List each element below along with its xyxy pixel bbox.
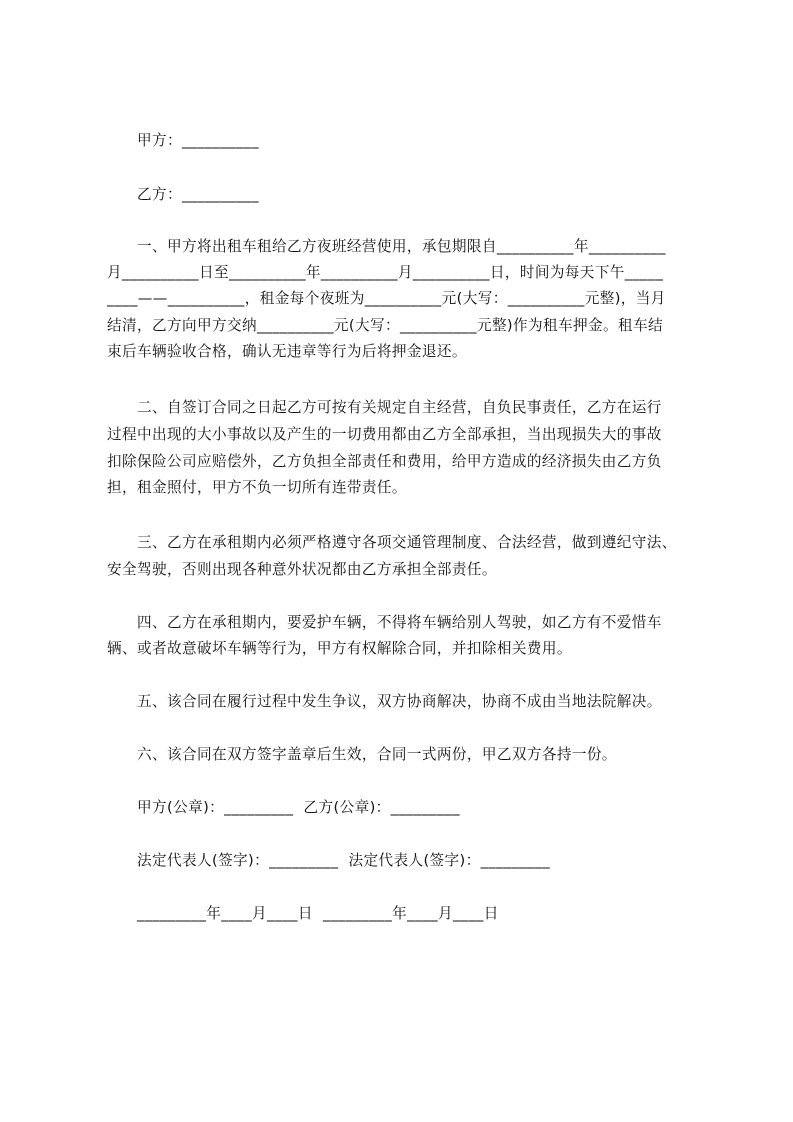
clause5-line: 五、该合同在履行过程中发生争议，双方协商解决，协商不成由当地法院解决。	[137, 693, 662, 710]
clause1-line4: 结清，乙方向甲方交纳__________元(大写：__________元整)作为租车押金。租车结	[107, 317, 663, 334]
clause3-line1: 三、乙方在承租期内必须严格遵守各项交通管理制度、合法经营，做到遵纪守法、	[137, 534, 677, 551]
clause4-line2: 辆、或者故意破坏车辆等行为，甲方有权解除合同，并扣除相关费用。	[107, 640, 572, 657]
clause1-line1: 一、甲方将出租车租给乙方夜班经营使用，承包期限自__________年__________	[137, 238, 666, 255]
clause2-line1: 二、自签订合同之日起乙方可按有关规定自主经营，自负民事责任，乙方在运行	[137, 399, 662, 416]
clause1-line2: 月__________日至__________年__________月__________日，时间为每天下午_____	[107, 264, 664, 281]
clause4-line1: 四、乙方在承租期内，要爱护车辆，不得将车辆给别人驾驶，如乙方有不爱惜车	[137, 614, 662, 631]
clause2-line4: 担，租金照付，甲方不负一切所有连带责任。	[107, 479, 407, 496]
clause1-line3: ____——__________，租金每个夜班为__________元(大写：__________元整)，当月	[107, 290, 666, 307]
date-line: _________年____月____日 _________年____月____日	[137, 905, 499, 922]
clause3-line2: 安全驾驶，否则出现各种意外状况都由乙方承担全部责任。	[107, 561, 497, 578]
representative-signature-line: 法定代表人(签字)：_________ 法定代表人(签字)：_________	[137, 852, 550, 869]
seal-line: 甲方(公章)：_________ 乙方(公章)：_________	[137, 799, 460, 816]
clause2-line3: 扣除保险公司应赔偿外，乙方负担全部责任和费用，给甲方造成的经济损失由乙方负	[107, 453, 662, 470]
party-a-line: 甲方：__________	[137, 132, 259, 149]
clause1-line5: 束后车辆验收合格，确认无违章等行为后将押金退还。	[107, 343, 467, 360]
clause6-line: 六、该合同在双方签字盖章后生效，合同一式两份，甲乙双方各持一份。	[137, 746, 617, 763]
party-b-line: 乙方：__________	[137, 186, 259, 203]
clause2-line2: 过程中出现的大小事故以及产生的一切费用都由乙方全部承担，当出现损失大的事故	[107, 426, 662, 443]
